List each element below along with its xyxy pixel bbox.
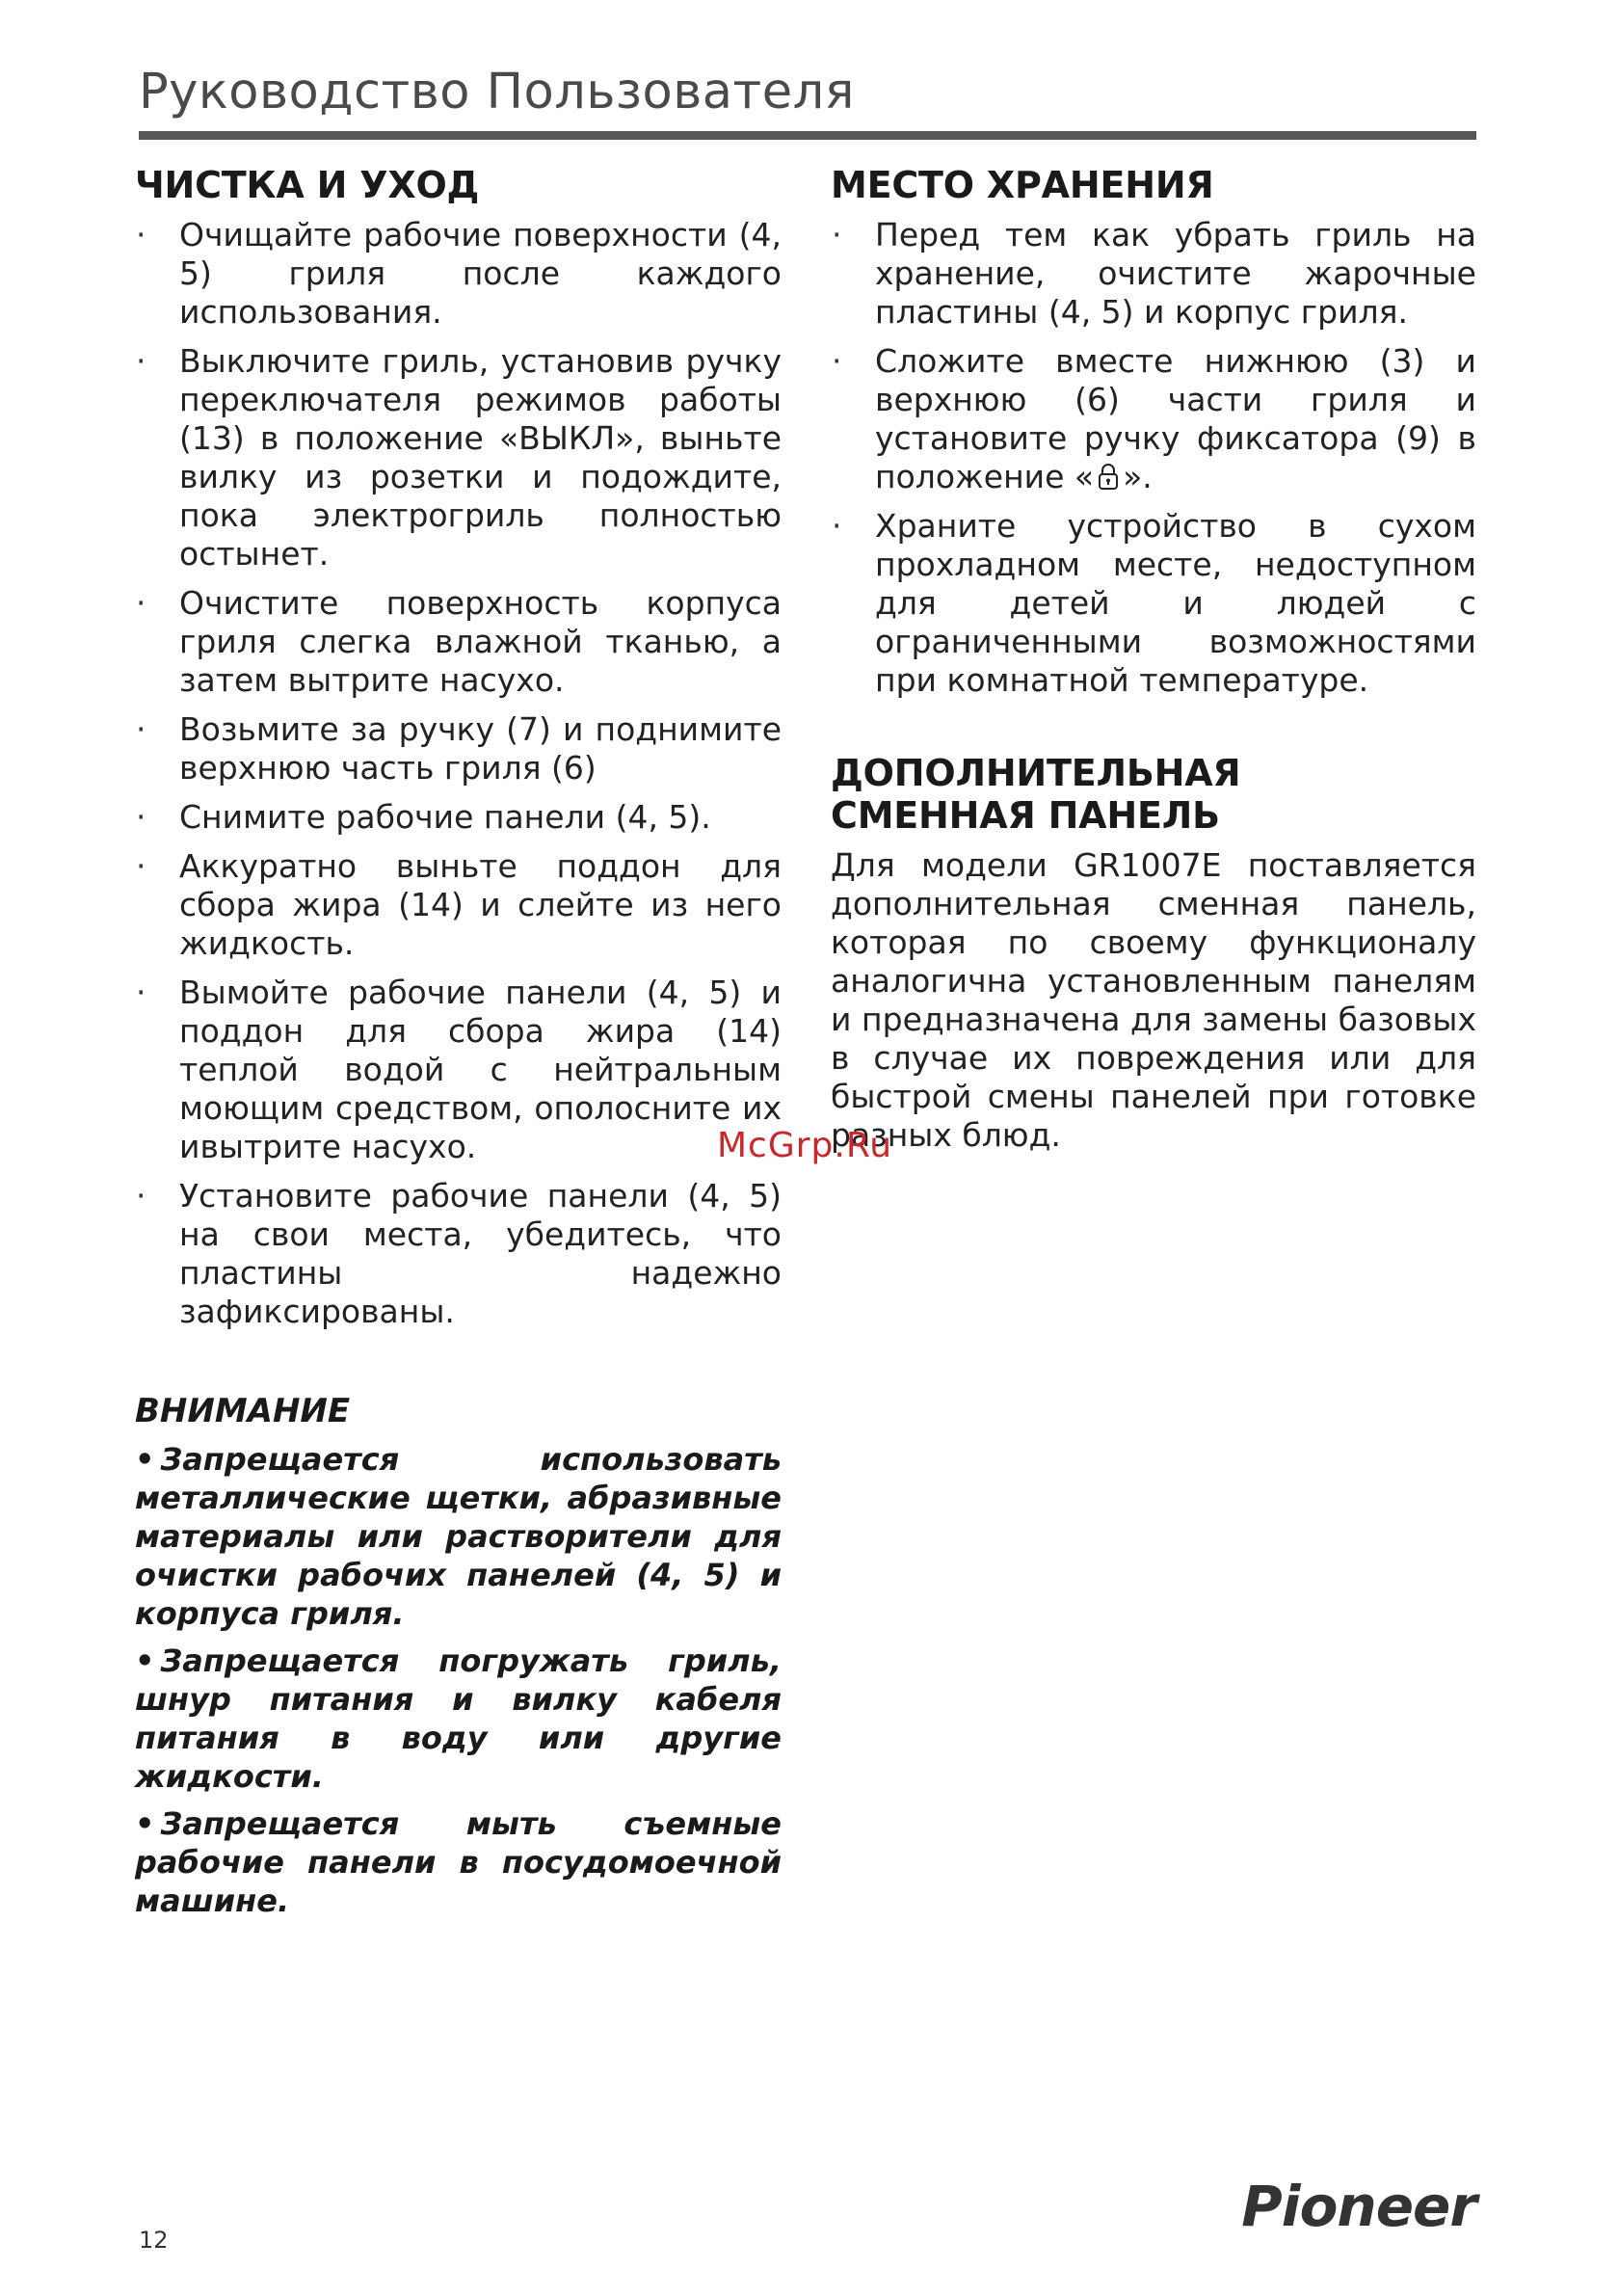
bullet-dot-icon: · [832,507,842,545]
bullet-dot-icon: · [136,342,146,380]
notice-item: • Запрещается использовать металлические щетки, абразивные материалы или растворители для очистки рабочих панелей (4, 5) и корпуса гриля. [135,1441,782,1632]
list-item: · Установите рабочие панели (4, 5) на свои места, убедитесь, что пластины надежно зафиксированы. [136,1177,782,1330]
list-item: · Возьмите за ручку (7) и поднимите верхнюю часть гриля (6) [136,710,782,787]
lock-icon [1098,462,1119,491]
storage-section-title: МЕСТО ХРАНЕНИЯ [831,164,1214,206]
bullet-dot-icon: · [832,216,842,254]
watermark: McGrp.Ru [717,1126,893,1165]
page-number: 12 [139,2227,169,2254]
bullet-dot-icon: · [136,1177,146,1215]
header-divider [139,131,1476,140]
list-item: · Вымойте рабочие панели (4, 5) и поддон для сбора жира (14) теплой водой с нейтральным моющим средством, ополосните их ивытрите насухо. [136,974,782,1165]
cleaning-section-title: ЧИСТКА И УХОД [135,164,480,206]
bullet-dot-icon: • [135,1805,155,1842]
list-item: · Очищайте рабочие поверхности (4, 5) гриля после каждого использования. [136,216,782,331]
list-item: · Храните устройство в сухом прохладном месте, недоступном для детей и людей с ограниченными возможностями при комнатной температуре. [832,507,1476,699]
bullet-dot-icon: · [136,798,146,836]
right-column [831,164,1476,1155]
extra-panel-text: Для модели GR1007E поставляется дополнительная сменная панель, которая по своему функционалу аналогична установленным панелям и предназначена для замены базовых в случае их повреждения или для быстрой смены панелей при готовке разных блюд. [831,846,1476,1154]
cleaning-list [135,216,782,1331]
notice-title: ВНИМАНИЕ [135,1392,351,1430]
list-item: · Снимите рабочие панели (4, 5). [136,798,711,836]
brand-logo: Pioneer [1241,2174,1476,2239]
bullet-dot-icon: · [832,342,842,380]
bullet-dot-icon: • [135,1642,155,1679]
page-header-title: Руководство Пользователя [139,64,855,120]
bullet-dot-icon: • [135,1441,155,1478]
bullet-dot-icon: · [136,847,146,885]
list-item: · Аккуратно выньте поддон для сбора жира (14) и слейте из него жидкость. [136,847,782,962]
notice-item: • Запрещается мыть съемные рабочие панели в посудомоечной машине. [135,1805,782,1919]
notice-item: • Запрещается погружать гриль, шнур питания и вилку кабеля питания в воду или другие жидкости. [135,1642,782,1795]
extra-panel-section-title: ДОПОЛНИТЕЛЬНАЯ СМЕННАЯ ПАНЕЛЬ [831,752,1241,837]
bullet-dot-icon: · [136,584,146,622]
list-item: · Сложите вместе нижнюю (3) и верхнюю (6) части гриля и установите ручку фиксатора (9) в положение « ». [832,342,1476,495]
list-item: · Выключите гриль, установив ручку переключателя режимов работы (13) в положение «ВЫКЛ», выньте вилку из розетки и подождите, пока электрогриль полностью остынет. [136,342,782,573]
bullet-dot-icon: · [136,216,146,254]
list-item: · Перед тем как убрать гриль на хранение, очистите жарочные пластины (4, 5) и корпус гриля. [832,216,1476,331]
list-item: · Очистите поверхность корпуса гриля слегка влажной тканью, а затем вытрите насухо. [136,584,782,699]
bullet-dot-icon: · [136,974,146,1011]
left-column [135,164,782,1920]
storage-list [831,216,1476,700]
bullet-dot-icon: · [136,710,146,748]
